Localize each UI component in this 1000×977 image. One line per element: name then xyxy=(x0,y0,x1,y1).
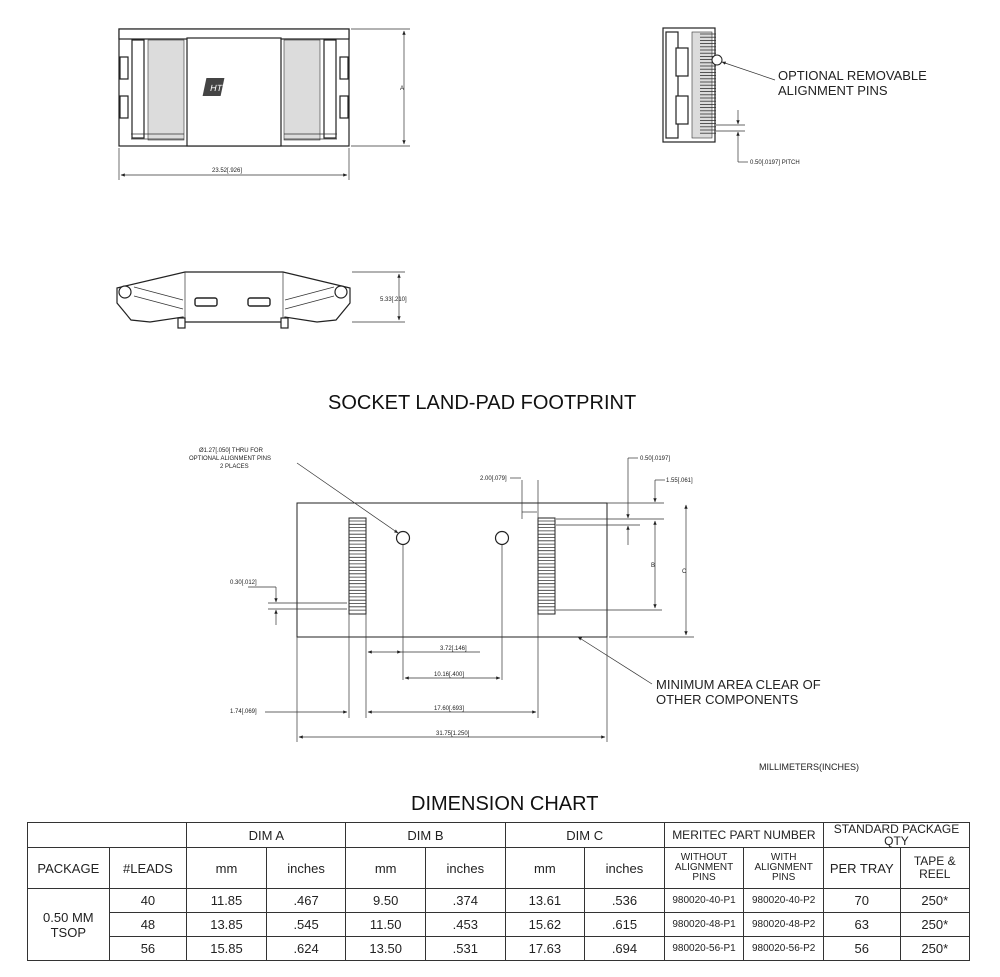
header-dim-c: DIM C xyxy=(505,823,664,848)
header-a-inches: inches xyxy=(266,848,346,889)
dim-pitch-label: 0.50[.0197] PITCH xyxy=(750,160,800,166)
header-without-pins: WITHOUT ALIGNMENT PINS xyxy=(664,848,744,889)
header-blank xyxy=(28,823,187,848)
callout-alignment-pins-line1: OPTIONAL REMOVABLE xyxy=(778,68,927,83)
side-view xyxy=(117,272,407,328)
cell-per-tray: 70 xyxy=(823,889,900,913)
cell-leads: 56 xyxy=(109,937,187,961)
cell-pn-without: 980020-48-P1 xyxy=(664,913,744,937)
dim-17-60-label: 17.60[.693] xyxy=(434,706,465,712)
alignment-hole-right xyxy=(496,532,509,545)
cell-tape-reel: 250* xyxy=(900,913,970,937)
table-row xyxy=(28,913,970,937)
cell-pn-with: 980020-56-P2 xyxy=(744,937,824,961)
header-dim-a: DIM A xyxy=(187,823,346,848)
dimension-chart-title: DIMENSION CHART xyxy=(411,793,599,815)
dim-width-label: 23.52[.926] xyxy=(212,168,243,174)
header-leads: #LEADS xyxy=(109,848,187,889)
dim-3-72-label: 3.72[.146] xyxy=(440,646,467,652)
top-view xyxy=(119,29,410,180)
cell-tape-reel: 250* xyxy=(900,937,970,961)
hole-note-line1: Ø1.27[.050] THRU FOR xyxy=(199,448,263,454)
cell-c-in: .615 xyxy=(585,913,665,937)
end-view xyxy=(663,28,927,166)
cell-c-in: .536 xyxy=(585,889,665,913)
cell-leads: 48 xyxy=(109,913,187,937)
logo-text: HT xyxy=(209,83,224,93)
dim-31-75-label: 31.75[1.250] xyxy=(436,731,470,737)
callout-clear-area-line1: MINIMUM AREA CLEAR OF xyxy=(656,677,821,692)
cell-leads: 40 xyxy=(109,889,187,913)
header-c-mm: mm xyxy=(505,848,585,889)
dim-0-50-label: 0.50[.0197] xyxy=(640,456,671,462)
header-tape-reel: TAPE & REEL xyxy=(900,848,970,889)
cell-pn-without: 980020-40-P1 xyxy=(664,889,744,913)
cell-pn-with: 980020-48-P2 xyxy=(744,913,824,937)
header-c-inches: inches xyxy=(585,848,665,889)
dim-a-label: A xyxy=(400,86,405,92)
cell-a-in: .545 xyxy=(266,913,346,937)
cell-b-in: .374 xyxy=(425,889,505,913)
dim-pad-width-label: 0.30[.012] xyxy=(230,580,257,586)
dim-c-label: C xyxy=(682,569,687,575)
hole-note-line2: OPTIONAL ALIGNMENT PINS xyxy=(189,456,272,462)
dim-1-74-label: 1.74[.069] xyxy=(230,709,257,715)
cell-pn-without: 980020-56-P1 xyxy=(664,937,744,961)
dim-b-label: B xyxy=(651,563,656,569)
hole-note-line3: 2 PLACES xyxy=(220,464,249,470)
header-meritec: MERITEC PART NUMBER xyxy=(664,823,823,848)
header-package: PACKAGE xyxy=(28,848,110,889)
cell-a-in: .467 xyxy=(266,889,346,913)
header-a-mm: mm xyxy=(187,848,267,889)
header-b-mm: mm xyxy=(346,848,426,889)
table-row xyxy=(28,937,970,961)
cell-a-mm: 13.85 xyxy=(187,913,267,937)
cell-b-mm: 13.50 xyxy=(346,937,426,961)
dim-10-16-label: 10.16[.400] xyxy=(434,672,465,678)
units-note: MILLIMETERS(INCHES) xyxy=(759,762,860,772)
cell-per-tray: 63 xyxy=(823,913,900,937)
dim-2-00-label: 2.00[.079] xyxy=(480,476,507,482)
footprint-view xyxy=(189,448,859,772)
cell-c-mm: 17.63 xyxy=(505,937,585,961)
cell-pn-with: 980020-40-P2 xyxy=(744,889,824,913)
cell-c-in: .694 xyxy=(585,937,665,961)
dim-side-height-label: 5.33[.210] xyxy=(380,297,407,303)
cell-tape-reel: 250* xyxy=(900,889,970,913)
cell-b-mm: 11.50 xyxy=(346,913,426,937)
alignment-hole-left xyxy=(397,532,410,545)
table-row xyxy=(28,889,970,913)
header-dim-b: DIM B xyxy=(346,823,505,848)
header-row-2 xyxy=(28,848,970,889)
callout-alignment-pins-line2: ALIGNMENT PINS xyxy=(778,83,888,98)
cell-a-mm: 15.85 xyxy=(187,937,267,961)
cell-b-in: .453 xyxy=(425,913,505,937)
cell-b-mm: 9.50 xyxy=(346,889,426,913)
header-with-pins: WITH ALIGNMENT PINS xyxy=(744,848,824,889)
footprint-title: SOCKET LAND-PAD FOOTPRINT xyxy=(328,392,637,414)
cell-b-in: .531 xyxy=(425,937,505,961)
cell-a-in: .624 xyxy=(266,937,346,961)
cell-c-mm: 13.61 xyxy=(505,889,585,913)
cell-a-mm: 11.85 xyxy=(187,889,267,913)
logo-mark xyxy=(203,78,225,96)
callout-clear-area-line2: OTHER COMPONENTS xyxy=(656,692,799,707)
header-b-inches: inches xyxy=(425,848,505,889)
dimension-chart-table xyxy=(27,822,970,961)
dim-1-55-label: 1.55[.061] xyxy=(666,478,693,484)
header-std-pkg: STANDARD PACKAGE QTY xyxy=(823,823,969,848)
cell-per-tray: 56 xyxy=(823,937,900,961)
header-row-1 xyxy=(28,823,970,848)
header-per-tray: PER TRAY xyxy=(823,848,900,889)
package-cell: 0.50 MM TSOP xyxy=(28,889,110,961)
cell-c-mm: 15.62 xyxy=(505,913,585,937)
